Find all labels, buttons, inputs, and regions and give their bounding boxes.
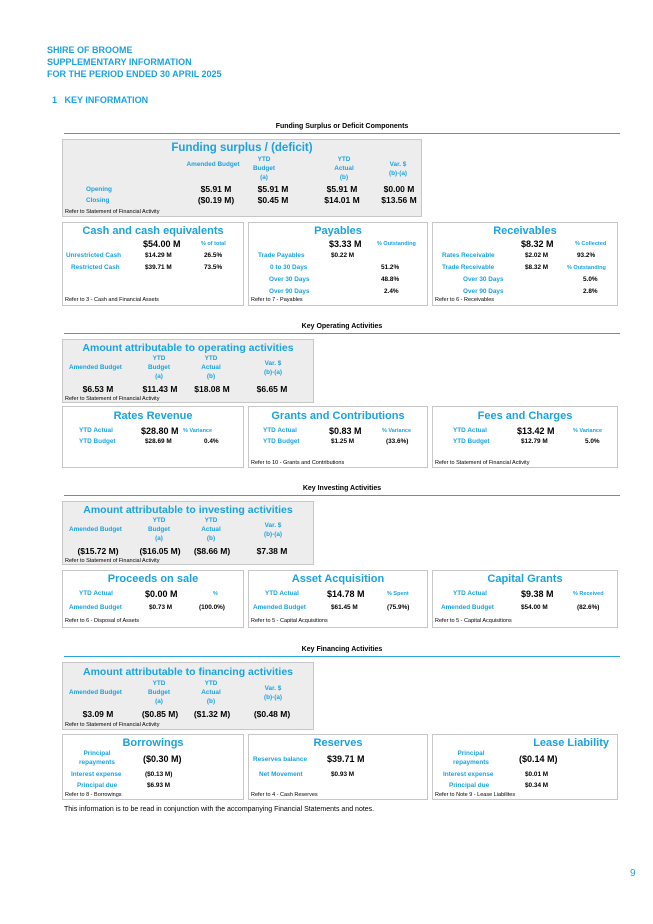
col-var-2: (b)-(a): [263, 531, 283, 538]
col-ytd-budget-1: YTD: [152, 517, 166, 524]
proceeds-pct-head: %: [213, 591, 218, 597]
capgrants-panel: [432, 570, 618, 628]
reserves-panel: [248, 734, 428, 800]
col-ytd-actual-2: Actual: [201, 526, 221, 533]
rates-panel: [62, 406, 244, 468]
rates-ytd-budget: $28.69 M: [145, 438, 172, 445]
capgrants-budget: $54.00 M: [521, 604, 548, 611]
payables-pct-head: % Outstanding: [377, 241, 416, 247]
borrowings-interest: ($0.13 M): [145, 771, 173, 778]
fees-var-pct: 5.0%: [585, 438, 600, 445]
financing-title: Amount attributable to financing activities: [82, 666, 293, 678]
lease-panel: [432, 734, 618, 800]
col-ytd-budget-1: YTD: [152, 355, 166, 362]
restricted-pct: 73.5%: [204, 264, 223, 271]
cash-ref: Refer to 3 - Cash and Financial Assets: [65, 297, 159, 303]
col-ytd-budget-3: (a): [155, 535, 163, 542]
investing-ytd-actual: ($8.66 M): [193, 546, 231, 556]
col-ytd-actual-3: (b): [206, 373, 216, 380]
col-ytd-budget-2: Budget: [147, 526, 170, 533]
unrestricted-value: $14.29 M: [145, 252, 172, 259]
payables-over90-pct: 2.4%: [384, 288, 399, 295]
asset-ytd-actual: $14.78 M: [327, 589, 365, 599]
grants-ref: Refer to 10 - Grants and Contributions: [251, 460, 345, 466]
rates-receivable-label: Rates Receivable: [442, 252, 495, 259]
col-ytd-actual-2: Actual: [201, 689, 221, 696]
col-var-1: Var. $: [389, 161, 407, 168]
operating-ytd-budget: $11.43 M: [142, 384, 178, 394]
col-ytd-budget-1: YTD: [152, 680, 166, 687]
receivables-over30-pct: 5.0%: [583, 276, 598, 283]
asset-pct-head: % Spent: [387, 591, 409, 597]
grants-ytd-actual-label: YTD Actual: [263, 427, 297, 434]
divider: [64, 495, 620, 496]
receivables-over90-pct: 2.8%: [583, 288, 598, 295]
col-ytd-budget-1: YTD: [257, 156, 271, 163]
grants-ytd-actual: $0.83 M: [329, 426, 362, 436]
reserves-title: Reserves: [313, 737, 363, 749]
col-ytd-budget-3: (a): [260, 174, 268, 181]
borrowings-repayments: ($0.30 M): [143, 754, 182, 764]
reserves-movement-label: Net Movement: [259, 771, 303, 778]
col-amended-budget: Amended Budget: [186, 161, 240, 168]
col-var-2: (b)-(a): [263, 369, 283, 376]
col-var-2: (b)-(a): [263, 694, 283, 701]
financing-panel: [62, 662, 314, 730]
operating-amended: $6.53 M: [82, 384, 114, 394]
funding-ref: Refer to Statement of Financial Activity: [65, 209, 160, 215]
financing-section-title: Key Financing Activities: [301, 646, 383, 653]
col-amended-budget: Amended Budget: [69, 526, 122, 533]
divider: [64, 133, 620, 134]
lease-interest-label: Interest expense: [443, 771, 494, 778]
reserves-balance-label: Reserves balance: [253, 756, 308, 763]
receivables-over30-label: Over 30 Days: [463, 276, 504, 283]
col-ytd-actual-3: (b): [339, 174, 349, 181]
proceeds-budget: $0.73 M: [149, 604, 173, 611]
asset-budget: $61.45 M: [331, 604, 358, 611]
payables-0-30-label: 0 to 30 Days: [270, 264, 308, 271]
receivables-panel: [432, 222, 618, 306]
closing-ytd-budget: $0.45 M: [257, 195, 289, 205]
asset-budget-label: Amended Budget: [253, 604, 306, 611]
row-opening-label: Opening: [86, 186, 112, 193]
payables-over30-label: Over 30 Days: [269, 276, 310, 283]
col-ytd-actual-3: (b): [206, 698, 216, 705]
asset-pct: (75.9%): [387, 604, 410, 611]
opening-var: $0.00 M: [383, 184, 415, 194]
unrestricted-pct: 26.5%: [204, 252, 223, 259]
investing-title: Amount attributable to investing activities: [83, 504, 293, 516]
rates-ytd-actual: $28.80 M: [141, 426, 179, 436]
rates-title: Rates Revenue: [113, 410, 193, 422]
col-var-1: Var. $: [264, 522, 282, 529]
operating-var: $6.65 M: [256, 384, 288, 394]
asset-ytd-actual-label: YTD Actual: [265, 590, 299, 597]
borrowings-ref: Refer to 8 - Borrowings: [65, 792, 122, 798]
restricted-value: $39.71 M: [145, 264, 172, 271]
borrowings-principal-due-label: Principal due: [77, 782, 118, 789]
investing-panel: [62, 501, 314, 565]
page-number: 9: [630, 868, 636, 879]
payables-total: $3.33 M: [329, 239, 362, 249]
capgrants-pct: (82.6%): [577, 604, 600, 611]
rates-var-pct: 0.4%: [204, 438, 219, 445]
capgrants-budget-label: Amended Budget: [441, 604, 494, 611]
borrowings-title: Borrowings: [122, 737, 184, 749]
col-amended-budget: Amended Budget: [69, 689, 122, 696]
operating-panel: [62, 339, 314, 403]
proceeds-budget-label: Amended Budget: [69, 604, 122, 611]
grants-var-pct: (33.6%): [386, 438, 409, 445]
col-ytd-actual-3: (b): [206, 535, 216, 542]
fees-var-head: % Variance: [573, 428, 603, 434]
unrestricted-label: Unrestricted Cash: [66, 252, 122, 259]
proceeds-title: Proceeds on sale: [107, 573, 199, 585]
reserves-balance: $39.71 M: [327, 754, 365, 764]
payables-title: Payables: [314, 225, 362, 237]
financing-ytd-actual: ($1.32 M): [193, 709, 231, 719]
col-amended-budget: Amended Budget: [69, 364, 122, 371]
lease-title: Lease Liability: [533, 737, 609, 749]
lease-repayments: ($0.14 M): [519, 754, 558, 764]
lease-interest: $0.01 M: [525, 771, 549, 778]
operating-section-title: Key Operating Activities: [301, 323, 383, 330]
lease-ref: Refer to Note 9 - Lease Liabilites: [435, 792, 516, 798]
receivables-ref: Refer to 6 - Receivables: [435, 297, 494, 303]
fees-ref: Refer to Statement of Financial Activity: [435, 460, 530, 466]
financing-ref: Refer to Statement of Financial Activity: [65, 722, 160, 728]
grants-var-head: % Variance: [382, 428, 412, 434]
proceeds-ytd-actual: $0.00 M: [145, 589, 178, 599]
cash-title: Cash and cash equivalents: [82, 225, 224, 237]
borrowings-panel: [62, 734, 244, 800]
grants-ytd-budget-label: YTD Budget: [263, 438, 300, 445]
footer-note: This information is to be read in conjunction with the accompanying Financial Statements and notes.: [64, 806, 375, 813]
closing-ytd-actual: $14.01 M: [324, 195, 360, 205]
receivables-outstanding-head: % Outstanding: [567, 265, 606, 271]
col-var-2: (b)-(a): [388, 170, 408, 177]
receivables-title: Receivables: [493, 225, 557, 237]
financing-amended: $3.09 M: [82, 709, 114, 719]
investing-section-title: Key Investing Activities: [302, 485, 382, 492]
borrowings-principal-due: $6.93 M: [147, 782, 171, 789]
investing-ref: Refer to Statement of Financial Activity: [65, 558, 160, 564]
fees-ytd-actual-label: YTD Actual: [453, 427, 487, 434]
lease-principal-label-1: Principal: [457, 750, 485, 757]
col-ytd-budget-2: Budget: [147, 364, 170, 371]
payables-over90-label: Over 90 Days: [269, 288, 310, 295]
borrowings-interest-label: Interest expense: [71, 771, 122, 778]
col-ytd-actual-2: Actual: [201, 364, 221, 371]
funding-section-title: Funding Surplus or Deficit Components: [275, 123, 409, 130]
fees-ytd-budget: $12.79 M: [521, 438, 548, 445]
proceeds-pct: (100.0%): [199, 604, 225, 611]
financing-var: ($0.48 M): [253, 709, 291, 719]
receivables-total: $8.32 M: [521, 239, 554, 249]
col-ytd-budget-2: Budget: [252, 165, 275, 172]
borrowings-principal-label-2: repayments: [79, 759, 115, 766]
rates-var-head: % Variance: [183, 428, 213, 434]
financing-ytd-budget: ($0.85 M): [141, 709, 179, 719]
grants-panel: [248, 406, 428, 468]
asset-ref: Refer to 5 - Capital Acquisitions: [251, 618, 328, 624]
fees-ytd-actual: $13.42 M: [517, 426, 555, 436]
col-var-1: Var. $: [264, 360, 282, 367]
report-subtitle: SUPPLEMENTARY INFORMATION: [47, 57, 192, 67]
proceeds-ytd-actual-label: YTD Actual: [79, 590, 113, 597]
grants-title: Grants and Contributions: [271, 410, 405, 422]
rates-ytd-budget-label: YTD Budget: [79, 438, 116, 445]
cash-pct-head: % of total: [201, 241, 226, 247]
closing-amended: ($0.19 M): [197, 195, 235, 205]
col-var-1: Var. $: [264, 685, 282, 692]
lease-principal-due: $0.34 M: [525, 782, 549, 789]
borrowings-principal-label-1: Principal: [83, 750, 111, 757]
opening-ytd-actual: $5.91 M: [326, 184, 358, 194]
operating-title: Amount attributable to operating activities: [82, 342, 294, 354]
reserves-movement: $0.93 M: [331, 771, 355, 778]
fees-title: Fees and Charges: [477, 410, 573, 422]
grants-ytd-budget: $1.25 M: [331, 438, 355, 445]
report-period: FOR THE PERIOD ENDED 30 APRIL 2025: [47, 69, 222, 79]
col-ytd-budget-3: (a): [155, 698, 163, 705]
section-heading: 1 KEY INFORMATION: [52, 95, 149, 105]
receivables-pct-head: % Collected: [575, 241, 607, 247]
proceeds-panel: [62, 570, 244, 628]
asset-panel: [248, 570, 428, 628]
rates-ytd-actual-label: YTD Actual: [79, 427, 113, 434]
col-ytd-budget-3: (a): [155, 373, 163, 380]
opening-amended: $5.91 M: [200, 184, 232, 194]
operating-ref: Refer to Statement of Financial Activity: [65, 396, 160, 402]
receivables-over90-label: Over 90 Days: [463, 288, 504, 295]
restricted-label: Restricted Cash: [71, 264, 120, 271]
opening-ytd-budget: $5.91 M: [257, 184, 289, 194]
rates-receivable-value: $2.02 M: [525, 252, 549, 259]
reserves-ref: Refer to 4 - Cash Reserves: [251, 792, 318, 798]
proceeds-ref: Refer to 6 - Disposal of Assets: [65, 618, 139, 624]
investing-var: $7.38 M: [256, 546, 288, 556]
payables-over30-pct: 48.8%: [381, 276, 400, 283]
col-ytd-budget-2: Budget: [147, 689, 170, 696]
funding-title: Funding surplus / (deficit): [171, 142, 313, 154]
investing-amended: ($15.72 M): [77, 546, 119, 556]
fees-panel: [432, 406, 618, 468]
capgrants-ref: Refer to 5 - Capital Acquisitions: [435, 618, 512, 624]
trade-payables-label: Trade Payables: [258, 252, 305, 259]
col-ytd-actual-2: Actual: [334, 165, 354, 172]
payables-ref: Refer to 7 - Payables: [251, 297, 303, 303]
fees-ytd-budget-label: YTD Budget: [453, 438, 490, 445]
capgrants-title: Capital Grants: [487, 573, 563, 585]
capgrants-pct-head: % Received: [573, 591, 604, 597]
divider: [64, 333, 620, 334]
operating-ytd-actual: $18.08 M: [194, 384, 230, 394]
closing-var: $13.56 M: [381, 195, 417, 205]
col-ytd-actual-1: YTD: [204, 355, 218, 362]
cash-panel: [62, 222, 244, 306]
asset-title: Asset Acquisition: [291, 573, 385, 585]
org-name: SHIRE OF BROOME: [47, 45, 133, 55]
rates-receivable-pct: 93.2%: [577, 252, 596, 259]
col-ytd-actual-1: YTD: [204, 517, 218, 524]
trade-payables-value: $0.22 M: [331, 252, 355, 259]
lease-principal-label-2: repayments: [453, 759, 489, 766]
capgrants-ytd-actual: $9.38 M: [521, 589, 554, 599]
row-closing-label: Closing: [86, 197, 110, 204]
trade-receivable-value: $8.32 M: [525, 264, 549, 271]
funding-panel: [62, 139, 422, 217]
capgrants-ytd-actual-label: YTD Actual: [453, 590, 487, 597]
payables-0-30-pct: 51.2%: [381, 264, 400, 271]
col-ytd-actual-1: YTD: [337, 156, 351, 163]
investing-ytd-budget: ($16.05 M): [139, 546, 181, 556]
divider: [64, 656, 620, 657]
cash-total: $54.00 M: [143, 239, 181, 249]
trade-receivable-label: Trade Receivable: [442, 264, 495, 271]
lease-principal-due-label: Principal due: [449, 782, 490, 789]
payables-panel: [248, 222, 428, 306]
col-ytd-actual-1: YTD: [204, 680, 218, 687]
